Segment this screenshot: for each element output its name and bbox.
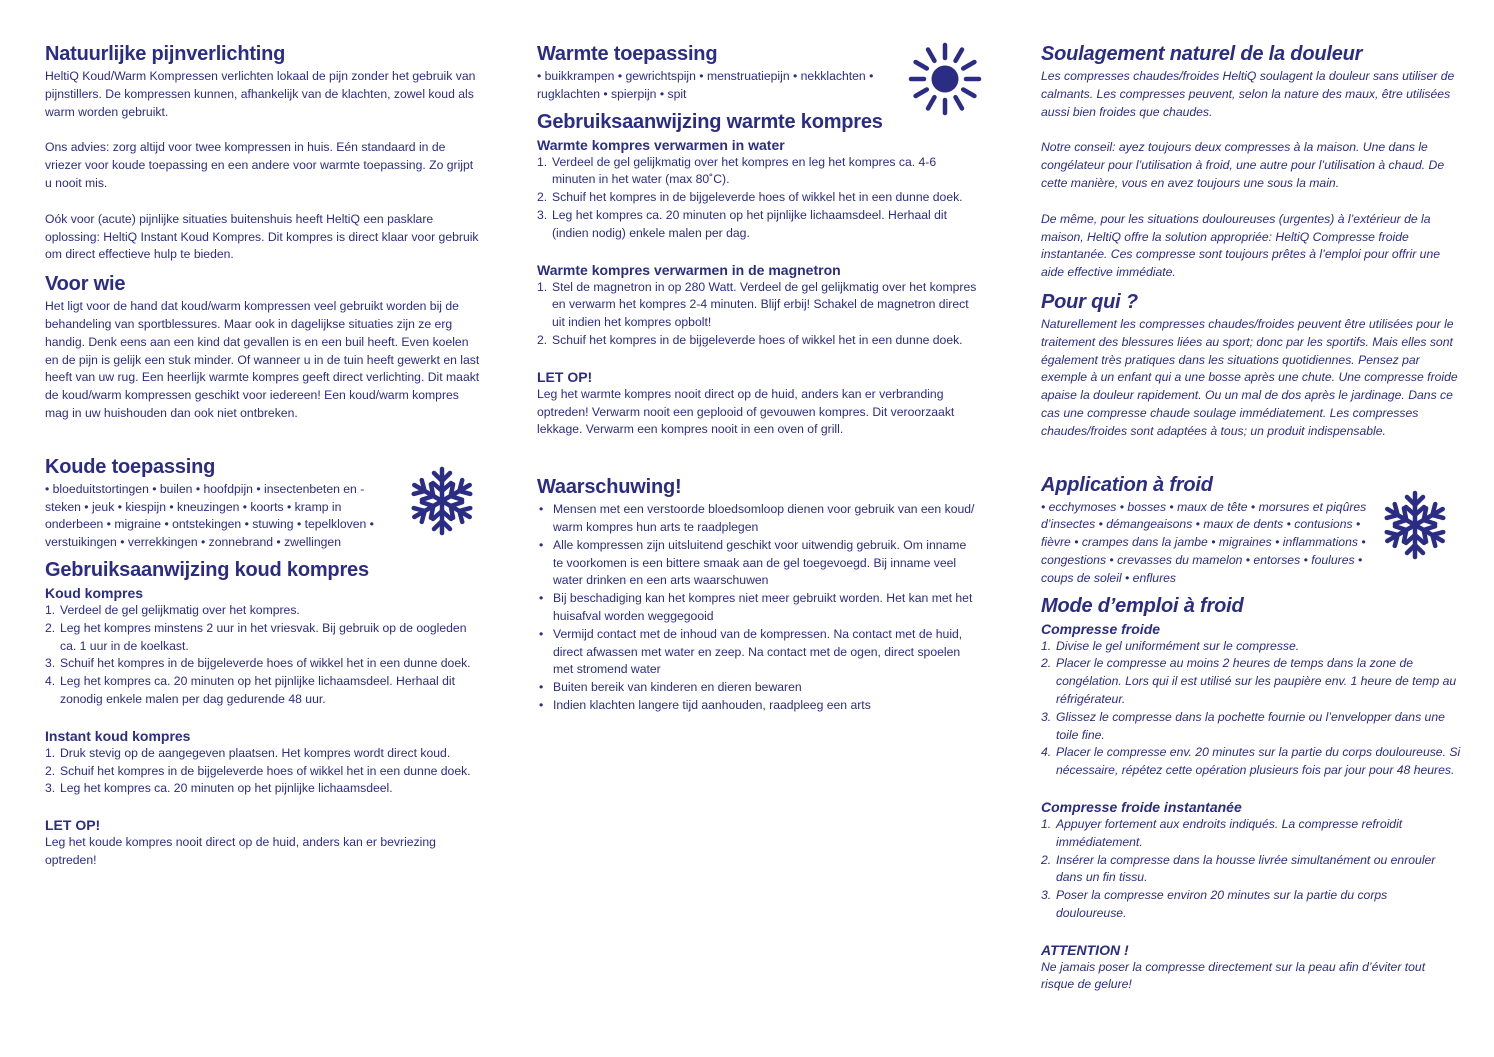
heading-waarschuwing: Waarschuwing!: [537, 476, 682, 499]
subheading-instant-koud-kompres: Instant koud kompres: [45, 727, 191, 744]
water-steps: [537, 154, 977, 243]
application-froid-list: • ecchymoses • bosses • maux de tête • morsures et piqûres d’insectes • démangeaisons • maux de dents • contusions • fièvre • crampes dans la jambe • migraines • inflammations • congestions • crevasses du mamelon • entorses • foulures • coups de soleil • enflures: [1041, 499, 1367, 585]
step-text: Verdeel de gel gelijkmatig over het kompres en leg het kompres ca. 4-6 minuten in het water (max 80˚C).: [552, 154, 937, 187]
list-item: [537, 279, 977, 332]
list-item: [537, 626, 977, 679]
step-number: 3.: [45, 656, 56, 671]
step-text: Appuyer fortement aux endroits indiqués. La compresse refroidit immédiatement.: [1056, 816, 1403, 849]
bullet: •: [539, 626, 544, 641]
step-text: Schuif het kompres in de bijgeleverde hoes of wikkel het in een dunne doek.: [552, 190, 963, 205]
step-text: Placer le compresse env. 20 minutes sur la partie du corps douloureuse. Si nécessaire, répétez cette opération plusieurs fois par jour pour 48 heures.: [1056, 745, 1461, 778]
step-text: Druk stevig op de aangegeven plaatsen. Het kompres wordt direct koud.: [60, 745, 451, 760]
sun-icon: [908, 42, 982, 116]
subheading-koud-kompres: Koud kompres: [45, 584, 144, 601]
warning-text: Alle kompressen zijn uitsluitend geschikt voor uitwendig gebruik. Om inname te voorkomen is een bittere smaak aan de gel toegevoegd. Bij inname veel water drinken en een arts waarschuwen: [553, 537, 967, 588]
koud-kompres-steps: [45, 602, 480, 709]
compresse-instantanee-steps: [1041, 816, 1461, 923]
list-item: [45, 763, 480, 781]
column-dutch-left: [45, 40, 480, 870]
step-text: Glissez le compresse dans la pochette fournie ou l’envelopper dans une toile fine.: [1056, 709, 1445, 742]
list-item: [537, 154, 977, 190]
warnings-list: [537, 501, 977, 715]
step-text: Divise le gel uniformément sur le compresse.: [1056, 638, 1300, 653]
step-text: Placer le compresse au moins 2 heures de temps dans la zone de congélation. Lors qui il est utilisé sur les paupière env. 1 heure de temp au réfrigérateur.: [1056, 656, 1457, 706]
step-number: 3.: [1041, 709, 1052, 724]
step-number: 1.: [45, 602, 56, 617]
snowflake-icon: [408, 465, 476, 537]
fr-intro-paragraph-1: Les compresses chaudes/froides HeltiQ soulagent la douleur sans utiliser de calmants. Les compresses peuvent, selon la nature des maux, être utilisées aussi bien froides que chaudes.: [1041, 69, 1455, 119]
subheading-compresse-instantanee: Compresse froide instantanée: [1041, 798, 1242, 815]
step-text: Leg het kompres ca. 20 minuten op het pijnlijke lichaamsdeel. Herhaal dit zonodig enkele malen per dag gedurende 48 uur.: [60, 674, 455, 706]
list-item: [1041, 709, 1461, 745]
bullet: •: [539, 680, 544, 695]
subheading-verwarmen-magnetron: Warmte kompres verwarmen in de magnetron: [537, 261, 841, 278]
heading-gebruiksaanwijzing-koud: Gebruiksaanwijzing koud kompres: [45, 558, 369, 581]
list-item: [45, 780, 480, 798]
list-item: [45, 655, 480, 673]
list-item: [537, 537, 977, 590]
list-item: [1041, 744, 1461, 780]
heading-soulagement-naturel: Soulagement naturel de la douleur: [1041, 43, 1363, 65]
snowflake-icon: [1381, 489, 1449, 561]
heading-natuurlijke-pijnverlichting: Natuurlijke pijnverlichting: [45, 43, 286, 65]
step-text: Verdeel de gel gelijkmatig over het kompres.: [60, 602, 300, 617]
list-item: [45, 602, 480, 620]
instant-kompres-steps: [45, 745, 480, 798]
step-number: 4.: [1041, 745, 1052, 760]
step-text: Leg het kompres minstens 2 uur in het vriesvak. Bij gebruik op de oogleden ca. 1 uur in de koelkast.: [60, 620, 467, 653]
let-op-koud-text: Leg het koude kompres nooit direct op de huid, anders kan er bevriezing optreden!: [45, 835, 436, 867]
step-number: 3.: [537, 207, 548, 222]
step-number: 4.: [45, 674, 56, 689]
step-text: Poser la compresse environ 20 minutes sur la partie du corps douloureuse.: [1056, 888, 1388, 920]
step-number: 1.: [45, 745, 56, 760]
list-item: [45, 745, 480, 763]
step-number: 2.: [1041, 852, 1052, 867]
intro-paragraph-2: Ons advies: zorg altijd voor twee kompressen in huis. Eén standaard in de vriezer voor koude toepassing en een andere voor warmte toepassing. Zo grijpt u nooit mis.: [45, 140, 474, 190]
list-item: [537, 590, 977, 626]
list-item: [1041, 655, 1461, 708]
warning-text: Mensen met een verstoorde bloedsomloop dienen voor gebruik van een koud/ warm kompres hun arts te raadplegen: [553, 502, 975, 534]
step-text: Schuif het kompres in de bijgeleverde hoes of wikkel het in een dunne doek.: [60, 656, 471, 671]
list-item: [45, 620, 480, 656]
list-item: [1041, 887, 1461, 923]
step-number: 1.: [537, 279, 548, 294]
magnetron-steps: [537, 279, 977, 350]
koude-toepassing-list: • bloeduitstortingen • builen • hoofdpijn • insectenbeten en -steken • jeuk • kiespijn • kneuzingen • koorts • kramp in onderbeen • migraine • ontstekingen • stuwing • tepelkloven • verstuikingen • verrekkingen • zonnebrand • zwellingen: [45, 481, 374, 550]
heading-koude-toepassing: Koude toepassing: [45, 455, 216, 478]
warning-text: Indien klachten langere tijd aanhouden, raadpleeg een arts: [553, 697, 871, 712]
intro-paragraph-1: HeltiQ Koud/Warm Kompressen verlichten lokaal de pijn zonder het gebruik van pijnstillers. De kompressen kunnen, afhankelijk van de klachten, zowel koud als warm worden gebruikt.: [45, 69, 476, 119]
list-item: [45, 673, 480, 709]
heading-voor-wie: Voor wie: [45, 273, 126, 296]
bullet: •: [539, 537, 544, 552]
bullet: •: [539, 591, 544, 606]
step-number: 1.: [1041, 816, 1052, 831]
warmte-toepassing-list: • buikkrampen • gewrichtspijn • menstruatiepijn • nekklachten • rugklachten • spierpijn • spit: [537, 69, 874, 101]
subheading-verwarmen-water: Warmte kompres verwarmen in water: [537, 136, 785, 153]
attention-text: Ne jamais poser la compresse directement sur la peau afin d’éviter tout risque de gelure!: [1041, 959, 1426, 992]
warning-text: Bij beschadiging kan het kompres niet meer gebruikt worden. Het kan met het huisafval worden weggegooid: [553, 591, 973, 623]
list-item: [537, 697, 977, 715]
list-item: [537, 189, 977, 207]
bullet: •: [539, 697, 544, 712]
subheading-let-op-warm: LET OP!: [537, 368, 593, 385]
pour-qui-paragraph: Naturellement les compresses chaudes/froides peuvent être utilisées pour le traitement des blessures liées au sport; donc par les sportifs. Mais elles sont également très pratiques dans les situations quotidiennes. Pensez par exemple à un enfant qui a une bosse après une chute. Une compresse froide apaise la douleur rapidement. Ou un mal de dos après le jardinage. Dans ce cas une compresse chaude soulage immédiatement. Les compresses chaudes/froides sont adaptées à tous; un produit indispensable.: [1041, 316, 1458, 438]
heading-mode-emploi-froid: Mode d’emploi à froid: [1041, 594, 1244, 617]
intro-paragraph-3: Oók voor (acute) pijnlijke situaties buitenshuis heeft HeltiQ een pasklare oplossing: HeltiQ Instant Koud Kompres. Dit kompres is direct klaar voor gebruik om direct effectieve hulp te bieden.: [45, 211, 479, 262]
step-number: 1.: [1041, 638, 1052, 653]
warning-text: Buiten bereik van kinderen en dieren bewaren: [553, 680, 802, 695]
list-item: [537, 501, 977, 537]
step-number: 1.: [537, 154, 548, 169]
step-number: 3.: [45, 781, 56, 796]
heading-pour-qui: Pour qui ?: [1041, 290, 1138, 313]
fr-intro-paragraph-3: De même, pour les situations douloureuses (urgentes) à l’extérieur de la maison, HeltiQ offre la solution appropriée: HeltiQ Compresse froide instantanée. Ces compresse sont toujours prêtes à l’emploi pour offrir une aide effective immédiate.: [1041, 211, 1441, 280]
subheading-attention: ATTENTION !: [1041, 941, 1129, 958]
step-text: Leg het kompres ca. 20 minuten op het pijnlijke lichaamsdeel.: [60, 781, 393, 796]
step-number: 2.: [537, 190, 548, 205]
step-text: Stel de magnetron in op 280 Watt. Verdeel de gel gelijkmatig over het kompres en verwarm het kompres 2-4 minuten. Blijf erbij! Schakel de magnetron direct uit indien het kompres opbolt!: [552, 279, 977, 330]
let-op-warm-text: Leg het warmte kompres nooit direct op de huid, anders kan er verbranding optreden! Verwarm nooit een geplooid of gevouwen kompres. Dit veroorzaakt lekkage. Verwarm een kompres nooit in een oven of grill.: [537, 386, 955, 437]
voor-wie-paragraph: Het ligt voor de hand dat koud/warm kompressen veel gebruikt worden bij de behandeling van sportblessures. Maar ook in dagelijkse situaties zijn ze erg handig. Denk eens aan een kind dat gevallen is en een buil heeft. Even koelen en de pijn is gelijk een stuk minder. Of wanneer u in de tuin heeft gewerkt en last heeft van uw rug. Een heerlijk warmte kompres geeft direct verlichting. Dit maakt de koud/warm kompressen geschikt voor iedereen! Een koud/warm kompres mag in uw huishouden dan ook niet ontbreken.: [45, 299, 480, 420]
list-item: [1041, 638, 1461, 656]
step-text: Leg het kompres ca. 20 minuten op het pijnlijke lichaamsdeel. Herhaal dit (indien nodig) enkele malen per dag.: [552, 207, 947, 240]
subheading-compresse-froide: Compresse froide: [1041, 620, 1161, 637]
step-text: Insérer la compresse dans la housse livrée simultanément ou enrouler dans un fin tissu.: [1056, 852, 1436, 885]
step-number: 2.: [537, 332, 548, 347]
fr-intro-paragraph-2: Notre conseil: ayez toujours deux compresses à la maison. Une dans le congélateur pour l’utilisation à froid, une autre pour l’utilisation à chaud. De cette manière, vous en avez toujours une sous la main.: [1041, 140, 1445, 190]
list-item: [1041, 852, 1461, 888]
column-dutch-middle: [537, 40, 977, 715]
heading-gebruiksaanwijzing-warmte: Gebruiksaanwijzing warmte kompres: [537, 110, 883, 133]
heading-application-froid: Application à froid: [1041, 473, 1213, 496]
compresse-froide-steps: [1041, 638, 1461, 780]
step-number: 2.: [45, 763, 56, 778]
list-item: [537, 207, 977, 243]
step-text: Schuif het kompres in de bijgeleverde hoes of wikkel het in een dunne doek.: [552, 332, 963, 347]
step-number: 2.: [1041, 656, 1052, 671]
heading-warmte-toepassing: Warmte toepassing: [537, 43, 718, 65]
bullet: •: [539, 502, 544, 517]
warning-text: Vermijd contact met de inhoud van de kompressen. Na contact met de huid, direct afwassen met water en zeep. Na contact met de ogen, direct spoelen met stromend water: [553, 626, 963, 677]
step-number: 2.: [45, 620, 56, 635]
subheading-let-op-koud: LET OP!: [45, 817, 101, 834]
step-number: 3.: [1041, 888, 1052, 903]
list-item: [537, 332, 977, 350]
list-item: [1041, 816, 1461, 852]
step-text: Schuif het kompres in de bijgeleverde hoes of wikkel het in een dunne doek.: [60, 763, 471, 778]
list-item: [537, 679, 977, 697]
